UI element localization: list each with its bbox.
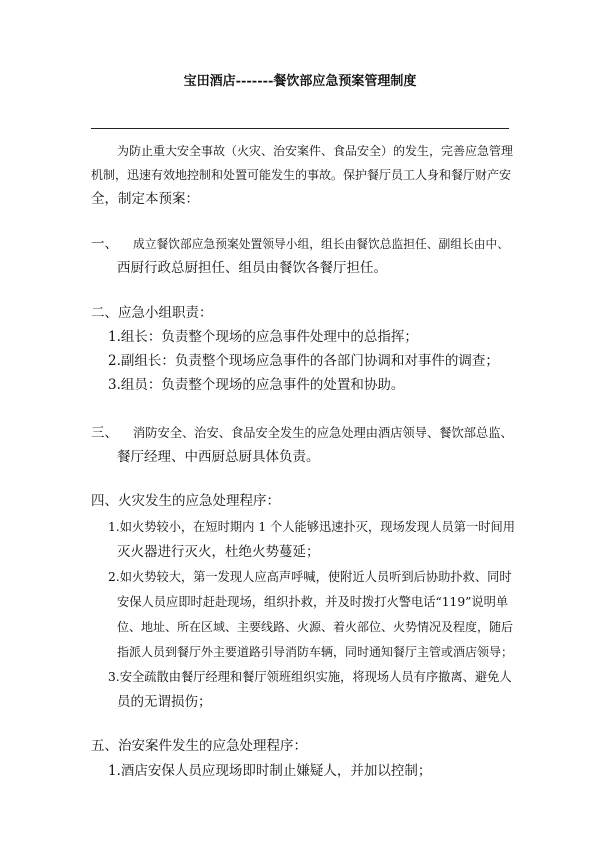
section5-line: 1.酒店安保人员应现场即时制止嫌疑人，并加以控制； <box>108 763 432 779</box>
section4-line: 3.安全疏散由餐厅经理和餐厅领班组织实施，将现场人员有序撤离、避免人 <box>108 670 512 684</box>
intro-line: 为防止重大安全事故（火灾、治安案件、食品安全）的发生，完善应急管理 <box>117 144 514 158</box>
section2-item: 2.副组长：负责整个现场应急事件的各部门协调和对事件的调查； <box>108 353 499 369</box>
title-rule <box>91 128 509 129</box>
section5-heading: 五、治安案件发生的应急处理程序： <box>91 738 307 754</box>
section4-line: 灭火器进行灭火，杜绝火势蔓延； <box>117 544 320 560</box>
intro-line: 机制，迅速有效地控制和处置可能发生的事故。保护餐厅员工人身和餐厅财产安 <box>91 168 512 182</box>
intro-line: 全，制定本预案： <box>91 191 199 207</box>
document-title: 宝田酒店-------餐饮部应急预案管理制度 <box>183 74 417 89</box>
section2-item: 1.组长：负责整个现场的应急事件处理中的总指挥； <box>108 329 418 345</box>
section3-marker: 三、 <box>91 425 118 441</box>
section4-heading: 四、火灾发生的应急处理程序： <box>91 493 280 509</box>
section4-line: 指派人员到餐厅外主要道路引导消防车辆，同时通知餐厅主管或酒店领导； <box>117 645 514 659</box>
section4-line: 1.如火势较小，在短时期内 1 个人能够迅速扑灭，现场发现人员第一时间用 <box>108 520 516 534</box>
section1-marker: 一、 <box>91 236 118 252</box>
section4-line: 员的无谓损伤； <box>117 694 212 710</box>
section3-line: 餐厅经理、中西厨总厨具体负责。 <box>117 449 320 465</box>
section1-line: 成立餐饮部应急预案处置领导小组，组长由餐饮总监担任、副组长由中、 <box>133 237 509 251</box>
section4-line: 位、地址、所在区域、主要线路、火源、着火部位、火势情况及程度，随后 <box>117 620 514 634</box>
section1-line: 西厨行政总厨担任、组员由餐饮各餐厅担任。 <box>117 260 387 276</box>
section4-line: 2.如火势较大，第一发现人应高声呼喊，使附近人员听到后协助扑救、同时 <box>108 570 512 584</box>
section3-line: 消防安全、治安、食品安全发生的应急处理由酒店领导、餐饮部总监、 <box>133 426 513 440</box>
section4-line: 安保人员应即时赶赴现场，组织扑救，并及时拨打火警电话“119”说明单 <box>117 595 509 609</box>
section2-heading: 二、应急小组职责： <box>91 305 213 321</box>
section2-item: 3.组员：负责整个现场的应急事件的处置和协助。 <box>108 377 405 393</box>
